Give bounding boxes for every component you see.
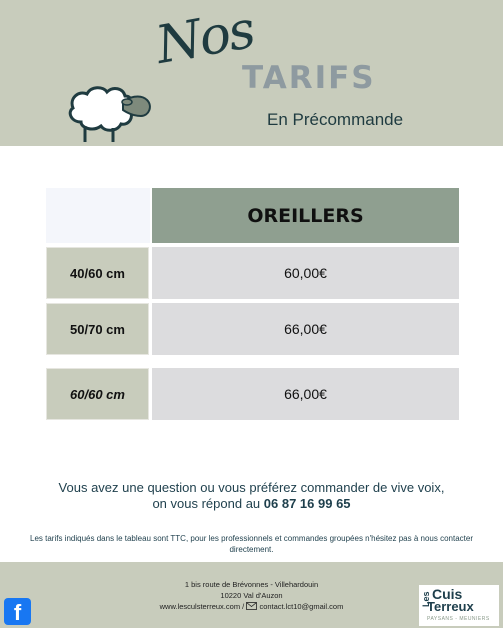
address-line-1: 1 bis route de Brévonnes - Villehardouin — [184, 580, 319, 589]
contact-line-1: Vous avez une question ou vous préférez commander de vive voix, — [58, 480, 445, 495]
sheep-icon — [63, 80, 158, 146]
logo-les: Les — [421, 591, 431, 607]
page-subtitle: En Précommande — [267, 110, 404, 129]
website-link[interactable]: www.lesculsterreux.com — [159, 602, 241, 611]
logo-cuis: Cuis — [432, 586, 463, 602]
brand-logo — [419, 585, 499, 626]
separator: / — [242, 602, 245, 611]
logo-tagline: PAYSANS - MEUNIERS — [427, 616, 490, 622]
row-size-label: 40/60 cm — [46, 247, 149, 299]
row-size-label: 50/70 cm — [46, 303, 149, 355]
contact-prefix: on vous répond au — [152, 496, 261, 511]
contact-line-2 — [0, 496, 503, 512]
facebook-icon[interactable]: f — [4, 598, 31, 625]
row-price: 60,00€ — [152, 247, 459, 299]
contact-question — [0, 480, 503, 512]
page-title: TARIFS — [242, 60, 376, 96]
script-title: Nos — [151, 0, 258, 77]
email-link[interactable]: contact.lct10@gmail.com — [259, 602, 344, 611]
row-price: 66,00€ — [152, 368, 459, 420]
column-header: OREILLERS — [152, 188, 459, 243]
phone-number[interactable]: 06 87 16 99 65 — [263, 496, 351, 511]
row-size-label: 60/60 cm — [46, 368, 149, 420]
logo-terreux: Terreux — [427, 599, 474, 614]
pricing-note: Les tarifs indiqués dans le tableau sont TTC, pour les professionnels et commandes groupées n'hésitez pas à nous contacter directement. — [30, 534, 473, 554]
mail-icon — [246, 602, 257, 610]
row-price: 66,00€ — [152, 303, 459, 355]
table-corner — [46, 188, 150, 243]
address-line-2: 10220 Val d'Auzon — [220, 591, 283, 600]
